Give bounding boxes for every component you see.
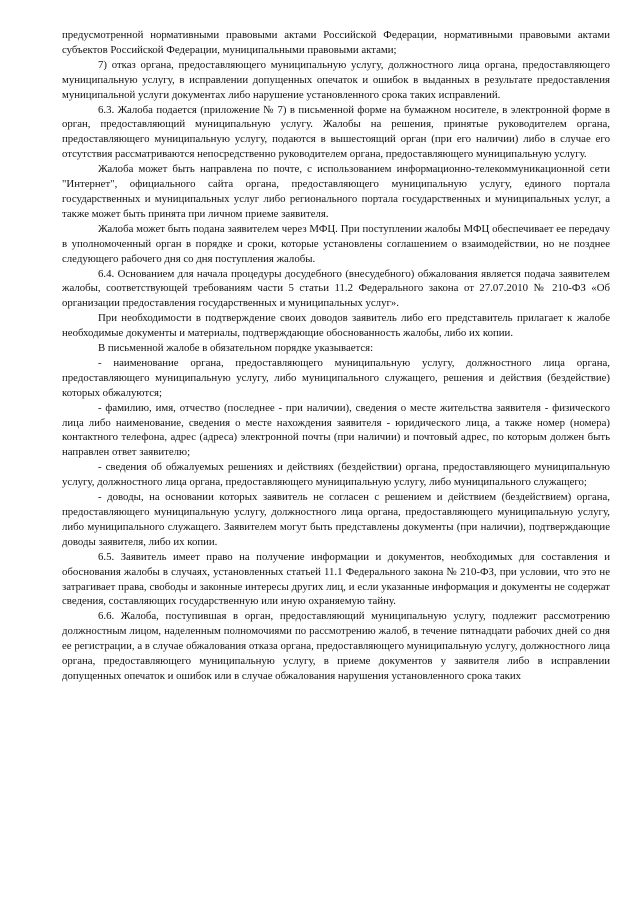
list-item-arguments: - доводы, на основании которых заявитель не согласен с решением и действием (бездействием) органа, предоставляющего муниципальную услугу, должностного лица органа, предоставляющего муниципальную услугу, либо муниципального служащего. Заявителем могут быть представлены документы (при наличии), подтверждающие доводы заявителя, либо их копии.: [62, 491, 610, 548]
paragraph-required-contents: В письменной жалобе в обязательном порядке указывается:: [98, 342, 374, 355]
paragraph-item-7: 7) отказ органа, предоставляющего муниципальную услугу, должностного лица органа, предоставляющего муниципальную услугу, в исправлении допущенных опечаток и ошибок в выданных в результате предоставления муниципальной услуги документах либо нарушение установленного срока таких исправлений.: [62, 58, 610, 101]
paragraph-6-5: 6.5. Заявитель имеет право на получение информации и документов, необходимых для составления и обоснования жалобы в случаях, установленных статьей 11.1 Федерального закона № 210-ФЗ, при условии, что это не затрагивает права, свободы и законные интересы других лиц, и если указанные информация и документы не содержат сведения, составляющих государственную или иную охраняемую тайну.: [62, 550, 610, 608]
list-item-applicant-details: - фамилию, имя, отчество (последнее - при наличии), сведения о месте жительства заявителя - физического лица либо наименование, сведения о месте нахождения заявителя - юридического лица, а также номер (номера) контактного телефона, адрес (адреса) электронной почты (при наличии) и почтовый адрес, по которым должен быть направлен ответ заявителю;: [62, 401, 610, 459]
paragraph-mfc: Жалоба может быть подана заявителем через МФЦ. При поступлении жалобы МФЦ обеспечивает ее передачу в уполномоченный орган в порядке и сроки, которые установлены соглашением о взаимодействии, но не позднее следующего рабочего дня со дня поступления жалобы.: [62, 222, 610, 265]
paragraph-submission-methods: Жалоба может быть направлена по почте, с использованием информационно-телекоммуникационной сети "Интернет", официального сайта органа, предоставляющего муниципальную услугу, единого портала государственных и муниципальных услуг либо регионального портала государственных и муниципальных услуг, а также может быть принята при личном приеме заявителя.: [62, 163, 610, 220]
list-item-organ-name: - наименование органа, предоставляющего муниципальную услугу, должностного лица органа, предоставляющего муниципальную услугу, либо муниципального служащего, решения и действия (бездействие) которых обжалуются;: [62, 356, 610, 399]
list-item-appealed-decisions: - сведения об обжалуемых решениях и действиях (бездействии) органа, предоставляющего муниципальную услугу, должностного лица органа, предоставляющего муниципальную услугу, либо муниципального служащего;: [62, 461, 610, 489]
paragraph-6-3: 6.3. Жалоба подается (приложение № 7) в письменной форме на бумажном носителе, в электронной форме в орган, предоставляющий муниципальную услугу. Жалобы на решения, принятые руководителем органа, предоставляющего муниципальную услугу, подаются в вышестоящий орган (при его наличии) либо в случае его отсутствия рассматриваются непосредственно руководителем органа, предоставляющего муниципальную услугу.: [62, 103, 610, 161]
paragraph-6-4: 6.4. Основанием для начала процедуры досудебного (внесудебного) обжалования является подача заявителем жалобы, соответствующей требованиям части 5 статьи 11.2 Федерального закона от 27.07.2010 № 210-ФЗ «Об организации предоставления государственных и муниципальных услуг».: [62, 267, 610, 310]
paragraph-continuation: предусмотренной нормативными правовыми актами Российской Федерации, нормативными правовыми актами субъектов Российской Федерации, муниципальными правовыми актами;: [62, 29, 610, 56]
document-page: [62, 28, 610, 684]
paragraph-supporting-documents: При необходимости в подтверждение своих доводов заявитель либо его представитель прилагает к жалобе необходимые документы и материалы, подтверждающие обоснованность жалобы, либо их копии.: [62, 312, 610, 340]
paragraph-6-6: 6.6. Жалоба, поступившая в орган, предоставляющий муниципальную услугу, подлежит рассмотрению должностным лицом, наделенным полномочиями по рассмотрению жалоб, в течение пятнадцати рабочих дней со дня ее регистрации, а в случае обжалования отказа органа, предоставляющего муниципальную услугу, должностного лица органа, предоставляющего муниципальную услугу, в приеме документов у заявителя либо в исправлении допущенных опечаток и ошибок или в случае обжалования нарушения установленного срока таких: [62, 610, 610, 682]
